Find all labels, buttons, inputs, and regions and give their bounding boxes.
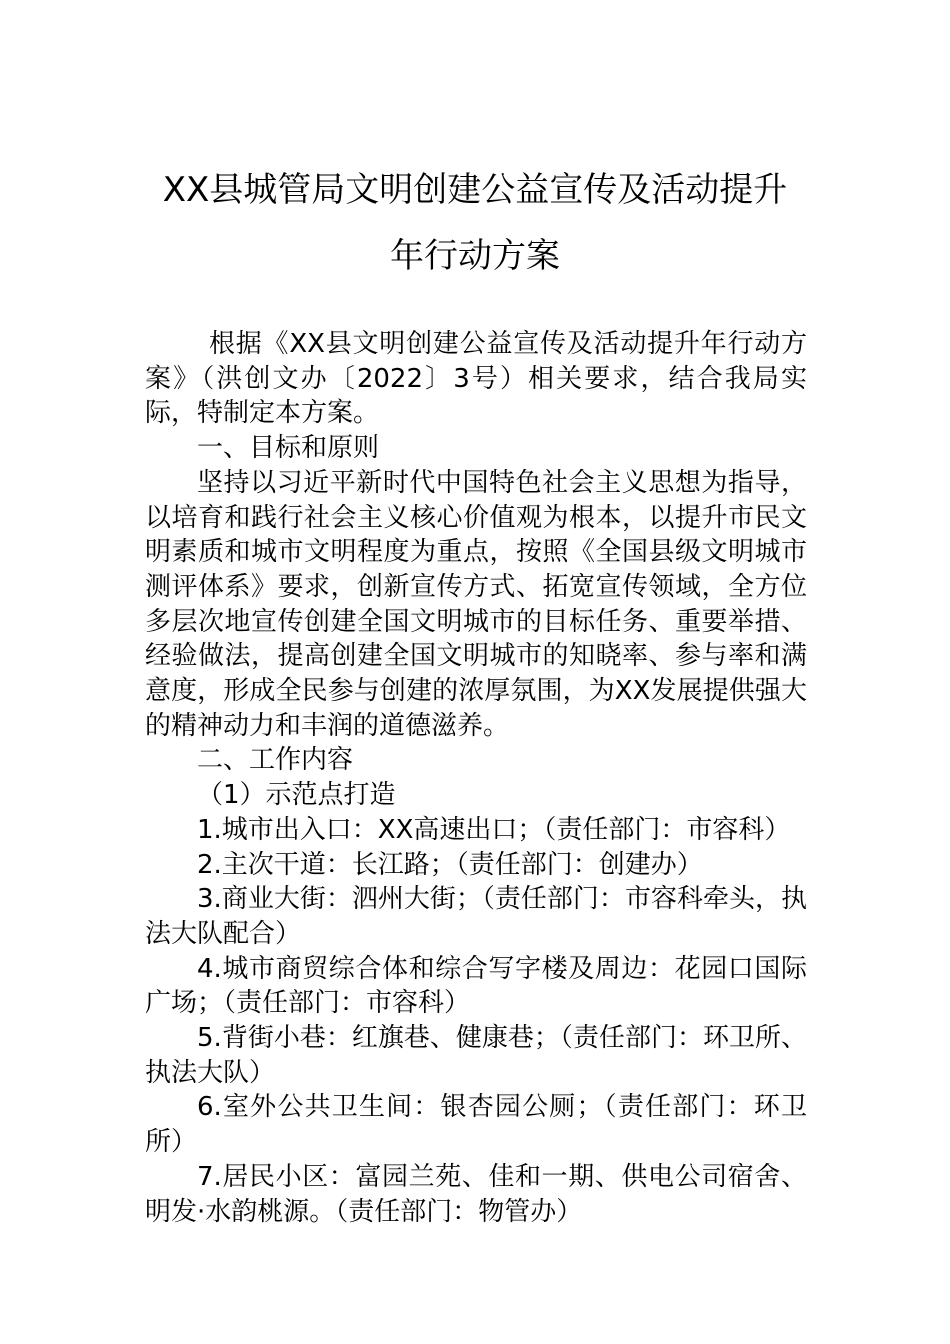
list-item: 3.商业大街：泗州大街；（责任部门：市容科牵头，执法大队配合） xyxy=(145,884,807,949)
document-body xyxy=(145,327,807,1229)
document-title-line1: XX县城管局文明创建公益宣传及活动提升 xyxy=(162,170,788,210)
document-title-line2: 年行动方案 xyxy=(390,236,560,276)
list-item: 4.城市商贸综合体和综合写字楼及周边：花园口国际广场；（责任部门：市容科） xyxy=(145,953,807,1019)
list-item: 5.背街小巷：红旗巷、健康巷；（责任部门：环卫所、执法大队） xyxy=(145,1023,807,1088)
section2-heading: 二、工作内容 xyxy=(197,745,354,776)
list-item: 2.主次干道：长江路；（责任部门：创建办） xyxy=(197,849,703,880)
list-item: 6.室外公共卫生间：银杏园公厕；（责任部门：环卫所） xyxy=(145,1092,807,1158)
section1-paragraph: 坚持以习近平新时代中国特色社会主义思想为指导，以培育和践行社会主义核心价值观为根本，以提升市民文明素质和城市文明程度为重点，按照《全国县级文明城市测评体系》要求，创新宣传方式、拓宽宣传领域，全方位多层次地宣传创建全国文明城市的目标任务、重要举措、经验做法，提高创建全国文明城市的知晓率、参与率和满意度，形成全民参与创建的浓厚氛围，为XX发展提供强大的精神动力和丰润的道德滋养。 xyxy=(145,467,807,741)
section1-heading: 一、目标和原则 xyxy=(197,433,380,464)
list-item: 1.城市出入口：XX高速出口；（责任部门：市容科） xyxy=(197,814,791,845)
subsection1-heading: （1）示范点打造 xyxy=(197,780,396,811)
intro-paragraph: 根据《XX县文明创建公益宣传及活动提升年行动方案》（洪创文办〔2022〕3号）相关要求，结合我局实际，特制定本方案。 xyxy=(145,329,807,429)
list-item: 7.居民小区：富园兰苑、佳和一期、供电公司宿舍、明发·水韵桃源。（责任部门：物管办） xyxy=(145,1161,807,1227)
